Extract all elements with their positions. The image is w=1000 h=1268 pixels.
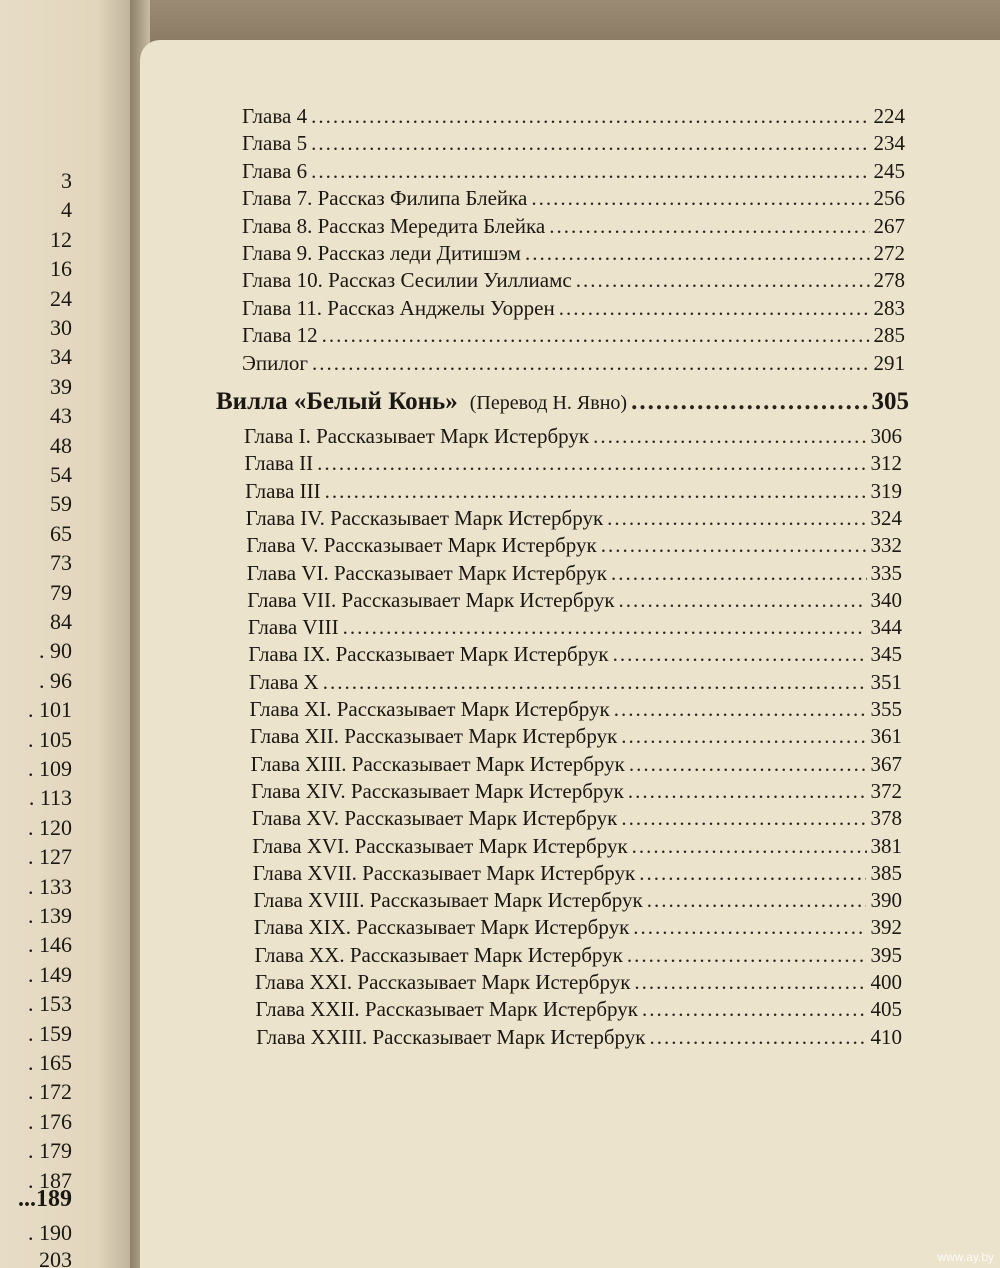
toc-entry-page-number: 335 (870, 560, 902, 585)
toc-entry-title: Глава VII. Рассказывает Марк Истербрук (247, 587, 615, 612)
leader-dots (607, 506, 866, 531)
toc-entry (242, 241, 905, 269)
left-page-number: . 149 (28, 961, 72, 987)
left-page-number: . 190 (28, 1220, 72, 1245)
toc-entry-title: Глава XXII. Рассказывает Марк Истербрук (255, 997, 638, 1022)
leader-dots (559, 296, 870, 321)
leader-dots (613, 642, 867, 667)
toc-entry-page-number: 361 (870, 724, 902, 749)
toc-entry (256, 1025, 902, 1053)
toc-entry (245, 451, 902, 479)
leader-dots (631, 388, 867, 416)
left-page-number: . 172 (28, 1079, 72, 1105)
left-page-number: . 90 (39, 638, 72, 664)
toc-entry (242, 186, 905, 214)
watermark: www.ay.by (937, 1250, 994, 1264)
toc-entry-page-number: 390 (870, 888, 902, 913)
left-page-number: . 133 (28, 873, 72, 899)
toc-entry-title: Глава 7. Рассказ Филипа Блейка (242, 186, 528, 211)
toc-entry-page-number: 385 (870, 860, 902, 885)
leader-dots (634, 970, 866, 995)
left-page-number: 65 (50, 520, 72, 546)
toc-entry (255, 970, 902, 998)
toc-entry-title: Глава 8. Рассказ Мередита Блейка (242, 213, 546, 238)
toc-entry-page-number: 345 (870, 642, 902, 667)
toc-entry-title: Глава XX. Рассказывает Марк Истербрук (254, 942, 623, 967)
toc-entry (254, 915, 902, 943)
left-page-number: . 127 (28, 844, 72, 870)
leader-dots (647, 888, 867, 913)
leader-dots (525, 241, 870, 266)
leader-dots (593, 424, 866, 449)
toc-entry-page-number: 324 (870, 505, 902, 530)
left-page-number: . 159 (28, 1020, 72, 1046)
toc-entry (252, 834, 902, 862)
toc-entry-page-number: 355 (870, 697, 902, 721)
toc-entry-title: Глава 12 (242, 323, 318, 348)
left-page-number: . 105 (28, 726, 72, 752)
toc-entry-title: Глава VI. Рассказывает Марк Истербрук (246, 560, 607, 585)
left-page-number: 59 (50, 491, 72, 517)
toc-entry-title: Глава XVIII. Рассказывает Марк Истербрук (253, 888, 643, 913)
leader-dots (312, 351, 870, 376)
toc-entry-page-number: 306 (870, 424, 902, 448)
toc-entry (242, 104, 905, 132)
toc-entry-page-number: 372 (870, 778, 902, 803)
right-page (140, 40, 1000, 1268)
section-page-number: 305 (871, 388, 909, 415)
toc-entry-page-number: 224 (873, 104, 905, 128)
leader-dots (323, 670, 867, 695)
left-page-number: 4 (61, 197, 72, 223)
left-page-section-number: ...189 (18, 1186, 72, 1212)
toc-entry-page-number: 245 (873, 158, 905, 183)
toc-entry-page-number: 378 (870, 806, 902, 831)
toc-entry (253, 888, 902, 916)
toc-entry (242, 296, 905, 324)
left-page-number: 3 (61, 168, 72, 193)
left-page-number: 34 (50, 344, 72, 370)
toc-entry (253, 861, 902, 889)
toc-entry (246, 533, 902, 561)
toc-entry-title: Глава IV. Рассказывает Марк Истербрук (245, 505, 604, 530)
toc-entry-title: Глава XIII. Рассказывает Марк Истербрук (250, 751, 625, 776)
leader-dots (627, 943, 867, 968)
leader-dots (633, 915, 866, 940)
leader-dots (576, 268, 870, 293)
leader-dots (311, 104, 869, 129)
left-page-number: . 165 (28, 1050, 72, 1075)
left-page-number: . 187 (28, 1167, 72, 1193)
left-page-number: 73 (50, 550, 72, 576)
leader-dots (531, 186, 869, 211)
toc-entry-page-number: 285 (873, 323, 905, 348)
toc-entry-title: Глава 5 (242, 131, 308, 156)
toc-entry (248, 642, 902, 670)
toc-entry-title: Глава II (244, 451, 314, 476)
toc-entry-page-number: 312 (870, 451, 902, 476)
toc-entry (254, 943, 902, 971)
toc-entry-page-number: 400 (870, 970, 902, 994)
toc-entry-title: Глава XV. Рассказывает Марк Истербрук (251, 806, 618, 831)
toc-entry-page-number: 367 (870, 751, 902, 776)
toc-entry-title: Глава IX. Рассказывает Марк Истербрук (248, 642, 609, 667)
toc-entry-page-number: 381 (870, 833, 902, 858)
toc-entry (250, 697, 903, 725)
toc-entry-page-number: 332 (870, 533, 902, 558)
toc-entry-title: Глава 10. Рассказ Сесилии Уиллиамс (242, 268, 572, 293)
left-page (0, 0, 138, 1268)
leader-dots (649, 1025, 866, 1050)
leader-dots (322, 323, 870, 348)
left-page-number: . 113 (28, 785, 72, 811)
toc-entry-title: Глава 6 (242, 158, 308, 183)
toc-entry-page-number: 291 (873, 350, 905, 375)
left-page-number: . 101 (28, 697, 72, 723)
left-page-number: . 179 (28, 1138, 72, 1164)
left-page-number: . 153 (28, 991, 72, 1017)
toc-entry-page-number: 351 (870, 669, 902, 694)
left-page-number: 79 (50, 579, 72, 605)
toc-entry (250, 724, 902, 752)
leader-dots (628, 779, 867, 804)
toc-entry-title: Глава XVI. Рассказывает Марк Истербрук (252, 833, 628, 858)
toc-entry-page-number: 405 (870, 997, 902, 1022)
toc-entry-title: Глава XIX. Рассказывает Марк Истербрук (253, 915, 630, 940)
left-page-number: . 109 (28, 756, 72, 781)
toc-entry-page-number: 256 (873, 186, 905, 211)
toc-entry-page-number: 392 (870, 915, 902, 940)
toc-entry-title: Глава V. Рассказывает Марк Истербрук (246, 533, 597, 558)
left-page-number: 43 (50, 403, 72, 429)
toc-entry-title: Глава XVII. Рассказывает Марк Истербрук (252, 860, 636, 885)
toc-entry-title: Глава III (245, 478, 321, 503)
toc-entry-page-number: 395 (870, 942, 902, 967)
toc-entry (247, 588, 902, 616)
toc-entry-page-number: 278 (873, 268, 905, 293)
toc-entry (242, 159, 905, 187)
left-page-number: . 139 (28, 903, 72, 928)
toc-entry-title: Глава XIV. Рассказывает Марк Истербрук (251, 778, 624, 803)
toc-entry (251, 779, 902, 807)
toc-entry (245, 479, 902, 507)
section-translator-note: (Перевод Н. Явно) (469, 392, 628, 414)
toc-entry (248, 615, 902, 643)
left-page-number: 30 (50, 315, 72, 340)
leader-dots (317, 451, 866, 476)
leader-dots (325, 479, 867, 504)
toc-entry (246, 506, 902, 534)
leader-dots (614, 697, 867, 722)
toc-entry-page-number: 410 (870, 1024, 902, 1049)
left-page-number: 203 (39, 1247, 72, 1268)
toc-entry-page-number: 344 (870, 615, 902, 640)
leader-dots (632, 834, 867, 859)
left-page-number: 16 (50, 256, 72, 282)
left-page-number: . 120 (28, 814, 72, 840)
toc-entry (242, 323, 905, 351)
toc-entry-title: Эпилог (242, 350, 308, 375)
left-page-number: 54 (50, 462, 72, 487)
left-page-number: 39 (50, 373, 72, 399)
toc-entry-title: Глава XXI. Рассказывает Марк Истербрук (255, 970, 631, 994)
toc-entry-page-number: 234 (873, 131, 905, 156)
toc-entry-page-number: 340 (870, 587, 902, 612)
leader-dots (621, 724, 866, 749)
toc-entry-title: Глава I. Рассказывает Марк Истербрук (244, 424, 590, 448)
left-page-number: 48 (50, 432, 72, 458)
toc-entry-title: Глава 4 (242, 104, 308, 128)
leader-dots (619, 588, 867, 613)
toc-entry (242, 268, 905, 296)
toc-entry-title: Глава XXIII. Рассказывает Марк Истербрук (256, 1024, 646, 1049)
toc-entry-page-number: 267 (873, 213, 905, 238)
leader-dots (343, 615, 867, 640)
toc-entry-page-number: 272 (873, 241, 905, 265)
toc-entry (252, 806, 902, 834)
left-page-number: . 96 (39, 667, 72, 693)
leader-dots (549, 214, 869, 239)
toc-entry-title: Глава VIII (247, 615, 339, 640)
toc-entry (247, 561, 902, 589)
toc-entry-page-number: 283 (873, 295, 905, 320)
toc-entry (249, 670, 902, 698)
leader-dots (311, 159, 869, 184)
toc-entry (244, 424, 902, 452)
toc-entry-title: Глава 11. Рассказ Анджелы Уоррен (242, 295, 555, 320)
leader-dots (611, 561, 867, 586)
toc-entry (242, 131, 905, 159)
left-page-number: . 146 (28, 932, 72, 958)
toc-entry-title: Глава XI. Рассказывает Марк Истербрук (249, 697, 610, 721)
toc-entry-title: Глава XII. Рассказывает Марк Истербрук (250, 724, 618, 749)
left-page-number: 84 (50, 609, 72, 634)
toc-entry-page-number: 319 (870, 478, 902, 503)
leader-dots (601, 533, 867, 558)
leader-dots (629, 752, 867, 777)
toc-entry (242, 214, 905, 242)
section-title: Вилла «Белый Конь» (216, 388, 458, 415)
toc-entry (242, 351, 905, 379)
toc-entry-title: Глава X (248, 669, 319, 694)
left-page-number: 24 (50, 285, 72, 311)
toc-entry-title: Глава 9. Рассказ леди Дитишэм (242, 241, 521, 265)
leader-dots (642, 997, 867, 1022)
toc-entry (251, 752, 902, 780)
left-page-number: 12 (50, 226, 72, 252)
section-heading-row (216, 388, 909, 420)
left-page-number: . 176 (28, 1108, 72, 1134)
leader-dots (311, 131, 869, 156)
toc-entry (256, 997, 902, 1025)
leader-dots (639, 861, 866, 886)
leader-dots (621, 806, 866, 831)
